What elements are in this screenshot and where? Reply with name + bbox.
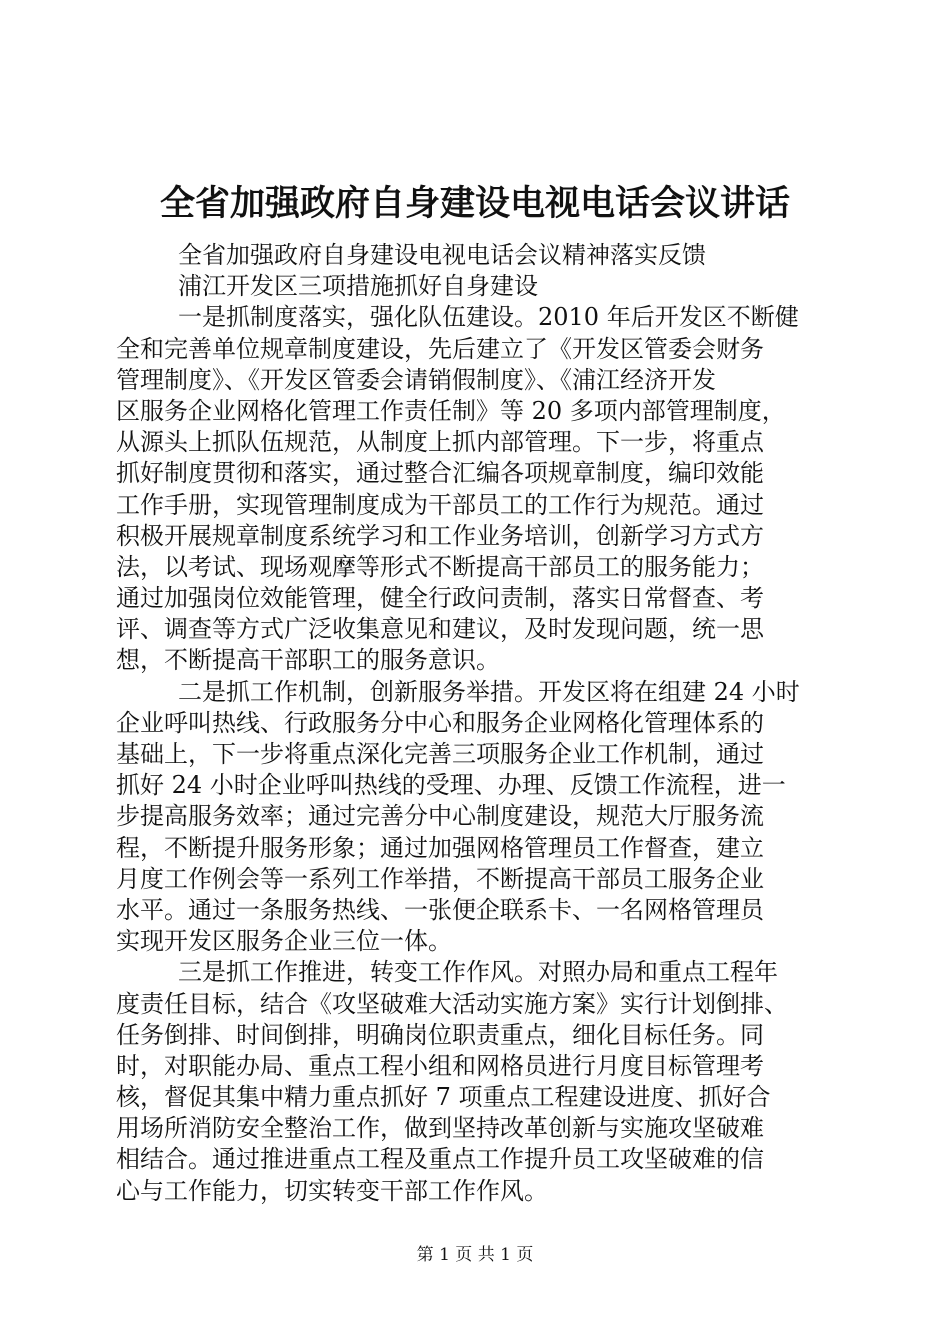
body-line: 三是抓工作推进，转变工作作风。对照办局和重点工程年 <box>178 958 778 987</box>
body-line: 基础上，下一步将重点深化完善三项服务企业工作机制，通过 <box>116 740 764 768</box>
body-line: 从源头上抓队伍规范，从制度上抓内部管理。下一步，将重点 <box>116 428 764 457</box>
body-line: 管理制度》、《开发区管委会请销假制度》、《浦江经济开发 <box>116 365 716 394</box>
body-line: 月度工作例会等一系列工作举措，不断提高干部员工服务企业 <box>116 864 764 893</box>
body-line: 一是抓制度落实，强化队伍建设。2010 年后开发区不断健 <box>178 303 799 332</box>
body-line: 法，以考试、现场观摩等形式不断提高干部员工的服务能力； <box>116 552 764 581</box>
body-line: 浦江开发区三项措施抓好自身建设 <box>178 272 538 301</box>
body-line: 抓好 24 小时企业呼叫热线的受理、办理、反馈工作流程，进一 <box>116 771 786 800</box>
body-line: 区服务企业网格化管理工作责任制》等 20 多项内部管理制度， <box>116 396 786 425</box>
body-line: 全省加强政府自身建设电视电话会议精神落实反馈 <box>178 241 706 269</box>
body-line: 度责任目标，结合《攻坚破难大活动实施方案》实行计划倒排、 <box>116 989 788 1018</box>
body-line: 抓好制度贯彻和落实，通过整合汇编各项规章制度，编印效能 <box>116 459 764 488</box>
body-line: 任务倒排、时间倒排，明确岗位职责重点，细化目标任务。同 <box>116 1020 764 1049</box>
body-line: 工作手册，实现管理制度成为干部员工的工作行为规范。通过 <box>116 490 764 519</box>
body-line: 企业呼叫热线、行政服务分中心和服务企业网格化管理体系的 <box>116 708 764 737</box>
body-line: 步提高服务效率；通过完善分中心制度建设，规范大厅服务流 <box>116 802 764 831</box>
body-line: 想，不断提高干部职工的服务意识。 <box>116 646 500 675</box>
body-line: 评、调查等方式广泛收集意见和建议，及时发现问题，统一思 <box>116 615 764 644</box>
body-line: 心与工作能力，切实转变干部工作作风。 <box>116 1176 548 1205</box>
body-line: 程，不断提升服务形象；通过加强网格管理员工作督查，建立 <box>116 833 764 862</box>
document-body <box>116 240 836 1207</box>
page-footer: 第 1 页 共 1 页 <box>416 1245 534 1265</box>
body-line: 水平。通过一条服务热线、一张便企联系卡、一名网格管理员 <box>116 895 764 924</box>
body-line: 积极开展规章制度系统学习和工作业务培训，创新学习方式方 <box>116 521 764 550</box>
document-title: 全省加强政府自身建设电视电话会议讲话 <box>159 183 790 224</box>
body-line: 二是抓工作机制，创新服务举措。开发区将在组建 24 小时 <box>178 677 800 706</box>
body-line: 核，督促其集中精力重点抓好 7 项重点工程建设进度、抓好合 <box>116 1083 771 1112</box>
body-line: 通过加强岗位效能管理，健全行政问责制，落实日常督查、考 <box>116 584 764 613</box>
body-line: 实现开发区服务企业三位一体。 <box>116 927 452 956</box>
body-line: 全和完善单位规章制度建设，先后建立了《开发区管委会财务 <box>116 334 764 363</box>
body-line: 用场所消防安全整治工作，做到坚持改革创新与实施攻坚破难 <box>116 1114 764 1143</box>
body-line: 时，对职能办局、重点工程小组和网格员进行月度目标管理考 <box>116 1051 764 1080</box>
body-line: 相结合。通过推进重点工程及重点工作提升员工攻坚破难的信 <box>116 1145 764 1174</box>
